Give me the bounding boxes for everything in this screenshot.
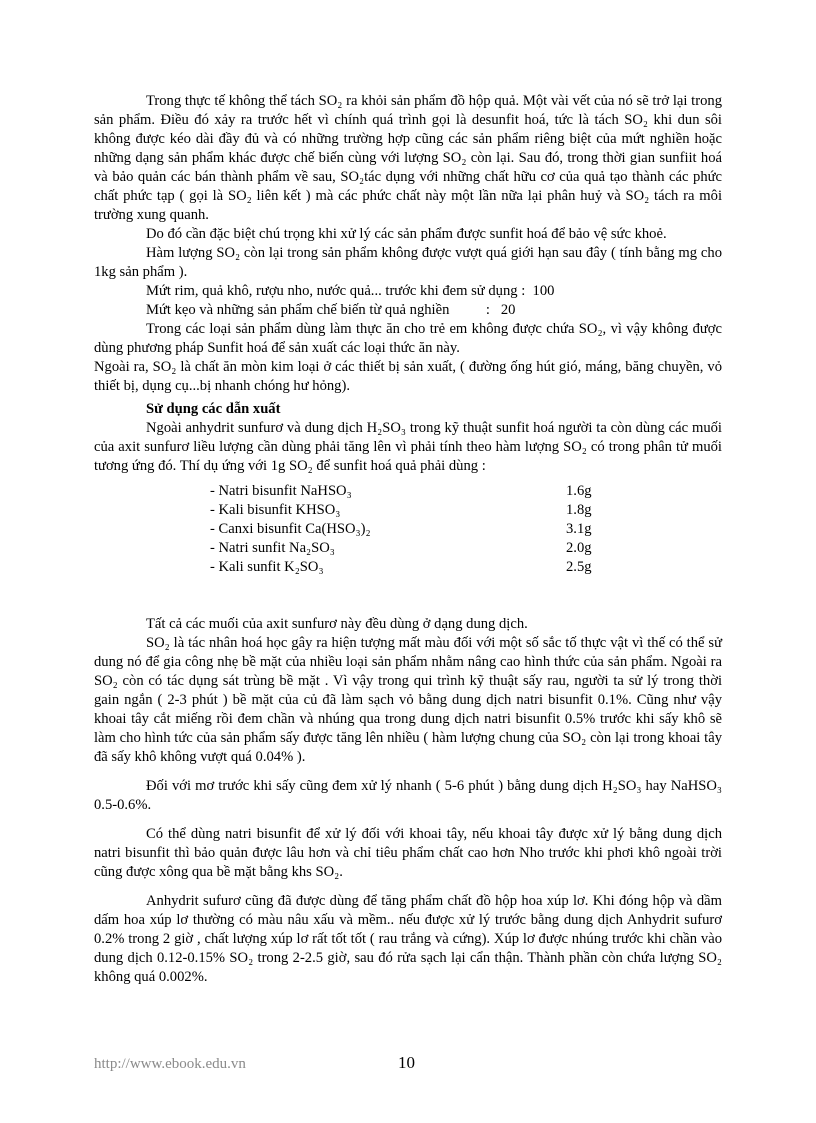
- section-heading-derivatives: Sử dụng các dẫn xuất: [146, 401, 281, 417]
- salt-name: - Kali bisunfit KHSO₃: [210, 502, 341, 518]
- paragraph-limit-intro: Hàm lượng SO₂ còn lại trong sản phẩm không được vượt quá giới hạn sau đây ( tính bằng mg cho 1kg sản phẩm ).: [94, 245, 722, 280]
- footer-url[interactable]: http://www.ebook.edu.vn: [94, 1056, 246, 1072]
- page-number: 10: [398, 1053, 415, 1072]
- paragraph-potato-grape: Có thể dùng natri bisunfit để xử lý đối với khoai tây, nếu khoai tây được xử lý bằng dung dịch natri bisunfit thì bảo quản được lâu hơn và chỉ tiêu phẩm chất cao hơn Nho trước khi phơi khô ngoài trời cũng được xông qua bề mặt bằng khs SO₂.: [94, 826, 722, 880]
- paragraph-cauliflower: Anhydrit sufurơ cũng đã được dùng để tăng phẩm chất đồ hộp hoa xúp lơ. Khi đóng hộp và dầm dấm hoa xúp lơ thường có màu nâu xấu và mềm.. nếu được xử lý trước bằng dung dịch Anhydrit sufurơ 0.2% trong 2 giờ , chất lượng xúp lơ rất tốt tốt ( rau trắng và cứng). Xúp lơ được nhúng trước khi chần vào dung dịch 0.12-0.15% SO₂ trong 2-2.5 giờ, sau đó rửa sạch lại cẩn thận. Thành phần còn chứa lượng SO₂ không quá 0.002%.: [94, 893, 722, 985]
- salts-table: [210, 482, 592, 577]
- salt-amount: 1.6g: [566, 483, 592, 499]
- salt-name: - Canxi bisunfit Ca(HSO₃)₂: [210, 521, 371, 537]
- paragraph-so2-residue: Trong thực tế không thể tách SO₂ ra khỏi sản phẩm đồ hộp quả. Một vài vết của nó sẽ trở lại trong sản phẩm. Điều đó xảy ra trước hết vì chính quá trình gọi là desunfit hoá, tức là tách SO₂ khi dun sôi không được kéo dài đầy đủ và có những trường hợp cũng các sản phẩm riêng biệt của mứt nghiền hoặc những dạng sản phẩm khác được chế biến cùng với lượng SO₂ còn lại. Sau đó, trong thời gian sunfiit hoá và bảo quản các bán thành phẩm về sau, SO₂tác dụng với những chất hữu cơ của quả tạo thành các phức chất phức tạp ( gọi là SO₂ liên kết ) mà các phức chất này một lần nữa lại phân huỷ và SO₂ tách ra môi trường xung quanh.: [94, 93, 722, 223]
- salt-amount: 2.0g: [566, 540, 592, 556]
- paragraph-children-food: Trong các loại sản phẩm dùng làm thực ăn cho trẻ em không được chứa SO₂, vì vậy không được dùng phương pháp Sunfit hoá để sản xuất các loại thức ăn này.: [94, 321, 722, 356]
- table-row: [210, 539, 592, 558]
- paragraph-decolor: SO₂ là tác nhân hoá học gây ra hiện tượng mất màu đối với một số sắc tố thực vật vì thế có thể sử dung nó để gia công nhẹ bề mặt của nhiều loại sản phẩm nhằm nâng cao hình thức của sản phẩm. Ngoài ra SO₂ còn có tác dụng sát trùng bề mặt . Vì vậy trong qui trình kỹ thuật sấy rau, người ta sử lý trong thời gain ngắn ( 2-3 phút ) bề mặt của củ đã làm sạch vỏ bằng dung dịch natri bisunfit 0.1%. Cũng như vậy khoai tây cắt miếng rồi đem chần và nhúng qua trong dung dịch natri bisunfit 0.5% trước khi sấy khô sẽ làm cho hình tức của sản phẩm sấy được tăng lên nhiều ( hàm lượng chung của SO₂ còn lại trong khoai tây đã sấy khô không vượt quá 0.04% ).: [94, 635, 722, 765]
- table-row: [210, 501, 592, 520]
- limit-line-fruit: Mứt rim, quả khô, rượu nho, nước quả... trước khi đem sử dụng : 100: [146, 283, 555, 299]
- paragraph-solution-form: Tất cả các muối của axit sunfurơ này đều dùng ở dạng dung dịch.: [146, 616, 528, 632]
- table-row: [210, 558, 592, 577]
- salt-name: - Natri bisunfit NaHSO₃: [210, 483, 352, 499]
- salt-amount: 2.5g: [566, 559, 592, 575]
- salt-name: - Kali sunfit K₂SO₃: [210, 559, 324, 575]
- salt-name: - Natri sunfit Na₂SO₃: [210, 540, 335, 556]
- table-row: [210, 520, 592, 539]
- paragraph-salts-intro: Ngoài anhydrit sunfurơ và dung dịch H₂SO₃ trong kỹ thuật sunfit hoá người ta còn dùng các muối của axit sunfurơ liều lượng cần dùng phải tăng lên vì phải tính theo hàm lượng SO₂ có trong phân tử muối tương ứng đó. Thí dụ ứng với 1g SO₂ để sunfit hoá quả phải dùng :: [94, 420, 722, 474]
- salt-amount: 3.1g: [566, 521, 592, 537]
- paragraph-corrosion: Ngoài ra, SO₂ là chất ăn mòn kim loại ở các thiết bị sản xuất, ( đường ống hút gió, máng, băng chuyền, vỏ thiết bị, dụng cụ...bị nhanh chóng hư hỏng).: [94, 359, 722, 394]
- paragraph-health-note: Do đó cần đặc biệt chú trọng khi xử lý các sản phẩm được sunfit hoá để bảo vệ sức khoẻ.: [146, 226, 667, 242]
- document-page: [94, 92, 722, 987]
- paragraph-apricot: Đối với mơ trước khi sấy cũng đem xử lý nhanh ( 5-6 phút ) bằng dung dịch H₂SO₃ hay NaHSO₃ 0.5-0.6%.: [94, 778, 722, 813]
- table-row: [210, 482, 592, 501]
- page-footer: [94, 1055, 722, 1077]
- limit-line-candy: Mứt kẹo và những sản phẩm chế biến từ quả nghiền : 20: [146, 302, 516, 318]
- salt-amount: 1.8g: [566, 502, 592, 518]
